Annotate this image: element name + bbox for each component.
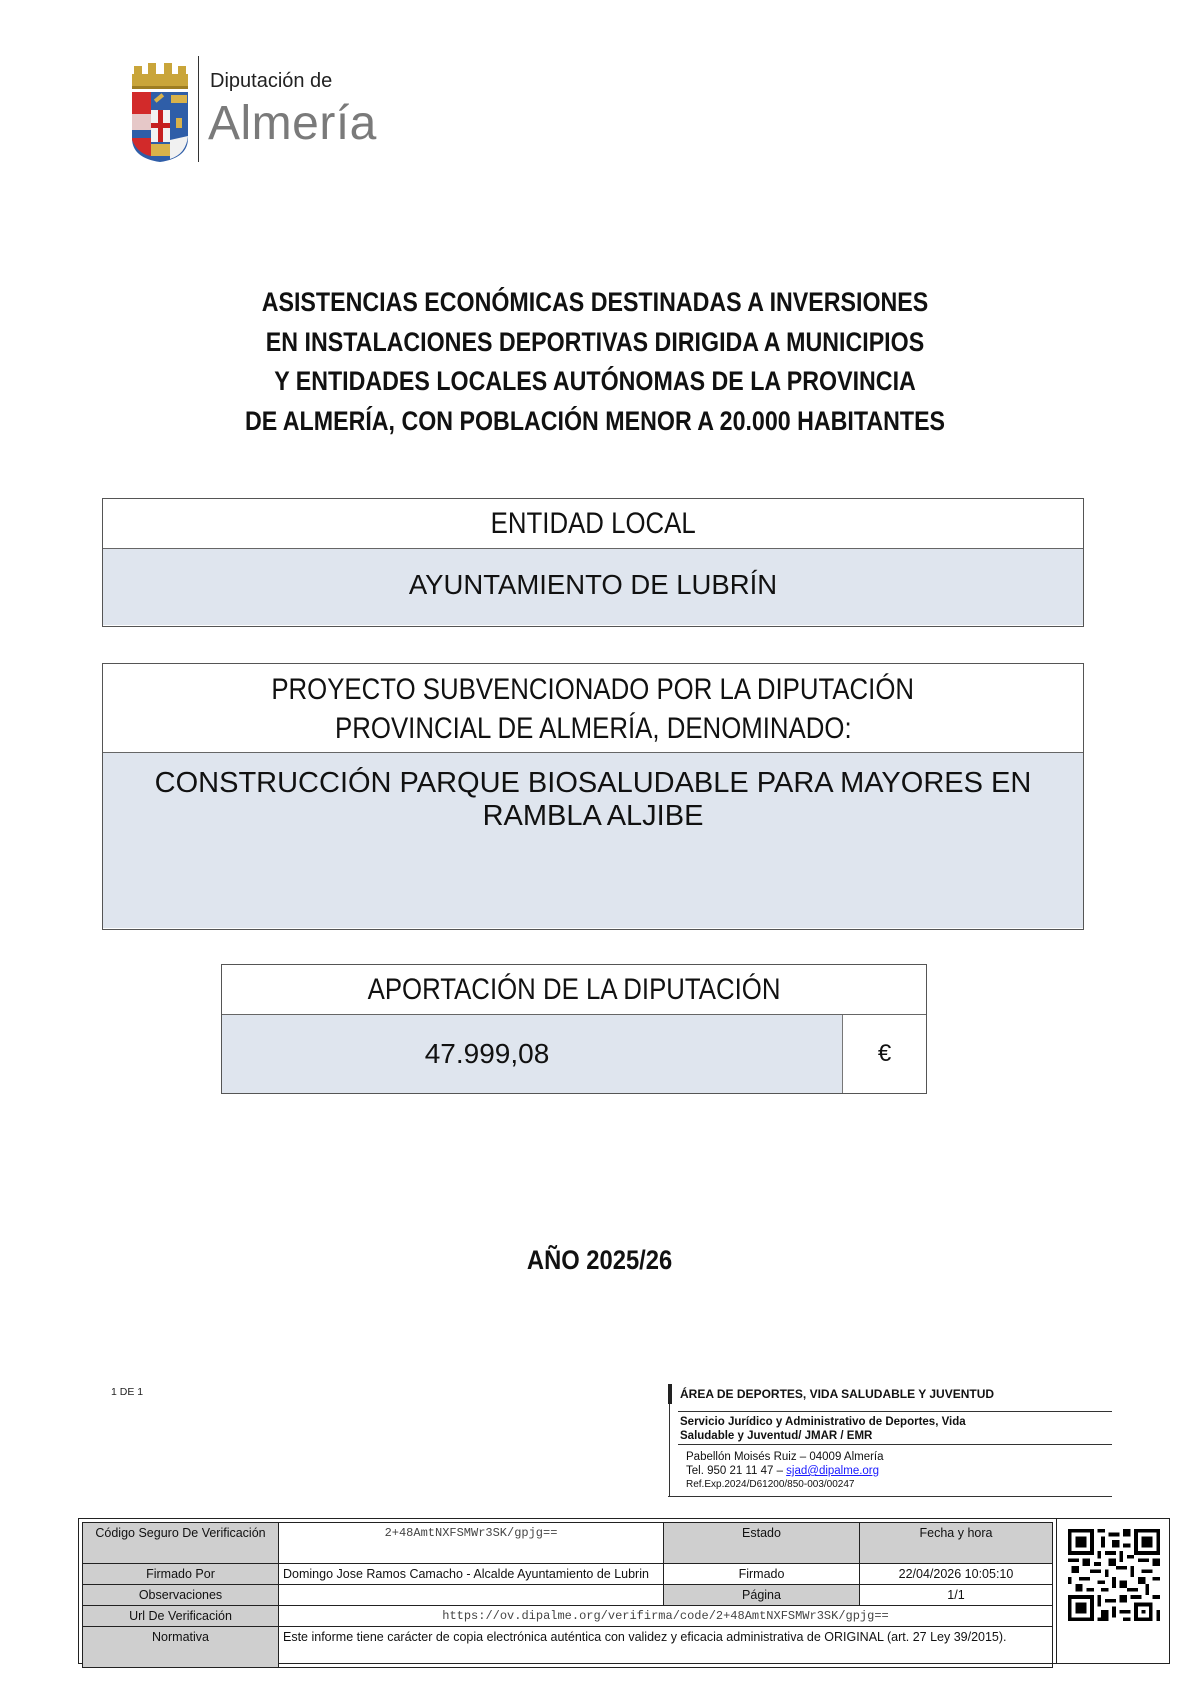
- aportacion-amount: 47.999,08: [222, 1015, 843, 1093]
- estado-label: Estado: [664, 1523, 860, 1564]
- year-label: [0, 1245, 1190, 1276]
- qr-code-icon: [1068, 1529, 1160, 1621]
- entidad-local-box: [102, 498, 1084, 627]
- normativa-value: Este informe tiene carácter de copia electrónica auténtica con validez y eficacia administrativa de ORIGINAL (art. 27 Ley 39/2015).: [279, 1627, 1053, 1668]
- proyecto-box: [102, 663, 1084, 930]
- entidad-local-header: [103, 499, 1083, 549]
- area-phone: Tel. 950 21 11 47 –: [686, 1465, 787, 1477]
- codigo-label: Código Seguro De Verificación: [83, 1523, 279, 1564]
- title-line: EN INSTALACIONES DEPORTIVAS DIRIGIDA A MUNICIPIOS: [265, 326, 925, 357]
- entidad-local-value: AYUNTAMIENTO DE LUBRÍN: [103, 549, 1083, 625]
- area-rule: [678, 1411, 1112, 1412]
- logo-divider: [198, 56, 199, 162]
- signature-table: [82, 1522, 1053, 1668]
- firmado-value: Domingo Jose Ramos Camacho - Alcalde Ayuntamiento de Lubrin: [279, 1564, 664, 1585]
- proyecto-value: [103, 753, 1083, 928]
- normativa-label: Normativa: [83, 1627, 279, 1668]
- url-label: Url De Verificación: [83, 1606, 279, 1627]
- table-row: [83, 1606, 1053, 1627]
- observaciones-value: [279, 1585, 664, 1606]
- area-rule: [678, 1444, 1112, 1445]
- area-service-line: Saludable y Juventud/ JMAR / EMR: [680, 1430, 873, 1442]
- title-line: Y ENTIDADES LOCALES AUTÓNOMAS DE LA PROVINCIA: [274, 366, 916, 396]
- area-service: [680, 1415, 966, 1443]
- area-service-line: Servicio Jurídico y Administrativo de Deportes, Vida: [680, 1416, 966, 1428]
- coat-of-arms-logo: [130, 60, 192, 164]
- table-row: [83, 1564, 1053, 1585]
- area-contact: [686, 1450, 884, 1492]
- estado-value: Firmado: [664, 1564, 860, 1585]
- table-row: [83, 1585, 1053, 1606]
- area-address: Pabellón Moisés Ruiz – 04009 Almería: [686, 1451, 884, 1463]
- proyecto-value-line: CONSTRUCCIÓN PARQUE BIOSALUDABLE PARA MAYORES EN: [154, 767, 1032, 799]
- table-row: [83, 1627, 1053, 1668]
- signature-verification-box: [78, 1518, 1170, 1664]
- area-accent-bar: [668, 1384, 672, 1404]
- fecha-value: 22/04/2026 10:05:10: [860, 1564, 1053, 1585]
- area-phone-line: [686, 1464, 884, 1478]
- page-number: 1 DE 1: [111, 1386, 144, 1398]
- area-title: ÁREA DE DEPORTES, VIDA SALUDABLE Y JUVENTUD: [680, 1387, 995, 1401]
- aportacion-box: [221, 964, 927, 1094]
- proyecto-header: [103, 664, 1083, 753]
- aportacion-label: APORTACIÓN DE LA DIPUTACIÓN: [367, 972, 781, 1006]
- aportacion-header: [222, 965, 926, 1015]
- qr-cell: [1056, 1519, 1168, 1663]
- aportacion-row: [222, 1015, 926, 1093]
- table-row: [83, 1523, 1053, 1564]
- coat-of-arms-icon: [130, 60, 192, 164]
- title-line: ASISTENCIAS ECONÓMICAS DESTINADAS A INVERSIONES: [261, 287, 929, 317]
- proyecto-label-line: PROYECTO SUBVENCIONADO POR LA DIPUTACIÓN: [271, 673, 915, 706]
- document-title: [212, 283, 977, 441]
- pagina-label: Página: [664, 1585, 860, 1606]
- firmado-label: Firmado Por: [83, 1564, 279, 1585]
- fecha-label: Fecha y hora: [860, 1523, 1053, 1564]
- entidad-local-label: ENTIDAD LOCAL: [490, 506, 696, 540]
- area-block: [668, 1384, 1112, 1496]
- codigo-value: 2+48AmtNXFSMWr3SK/gpjg==: [279, 1523, 664, 1564]
- area-rule: [668, 1496, 1112, 1497]
- logo-subtitle: Diputación de: [210, 70, 333, 92]
- proyecto-value-line: RAMBLA ALJIBE: [482, 800, 704, 832]
- area-email-link[interactable]: sjad@dipalme.org: [786, 1465, 880, 1477]
- title-line: DE ALMERÍA, CON POBLACIÓN MENOR A 20.000 HABITANTES: [244, 405, 946, 436]
- area-reference: Ref.Exp.2024/D61200/850-003/00247: [686, 1479, 855, 1490]
- year-text: AÑO 2025/26: [527, 1245, 673, 1275]
- observaciones-label: Observaciones: [83, 1585, 279, 1606]
- pagina-value: 1/1: [860, 1585, 1053, 1606]
- url-value[interactable]: https://ov.dipalme.org/verifirma/code/2+48AmtNXFSMWr3SK/gpjg==: [279, 1606, 1053, 1627]
- currency-symbol: €: [843, 1015, 926, 1093]
- logo-title: Almería: [208, 97, 377, 150]
- proyecto-label-line: PROVINCIAL DE ALMERÍA, DENOMINADO:: [334, 712, 852, 745]
